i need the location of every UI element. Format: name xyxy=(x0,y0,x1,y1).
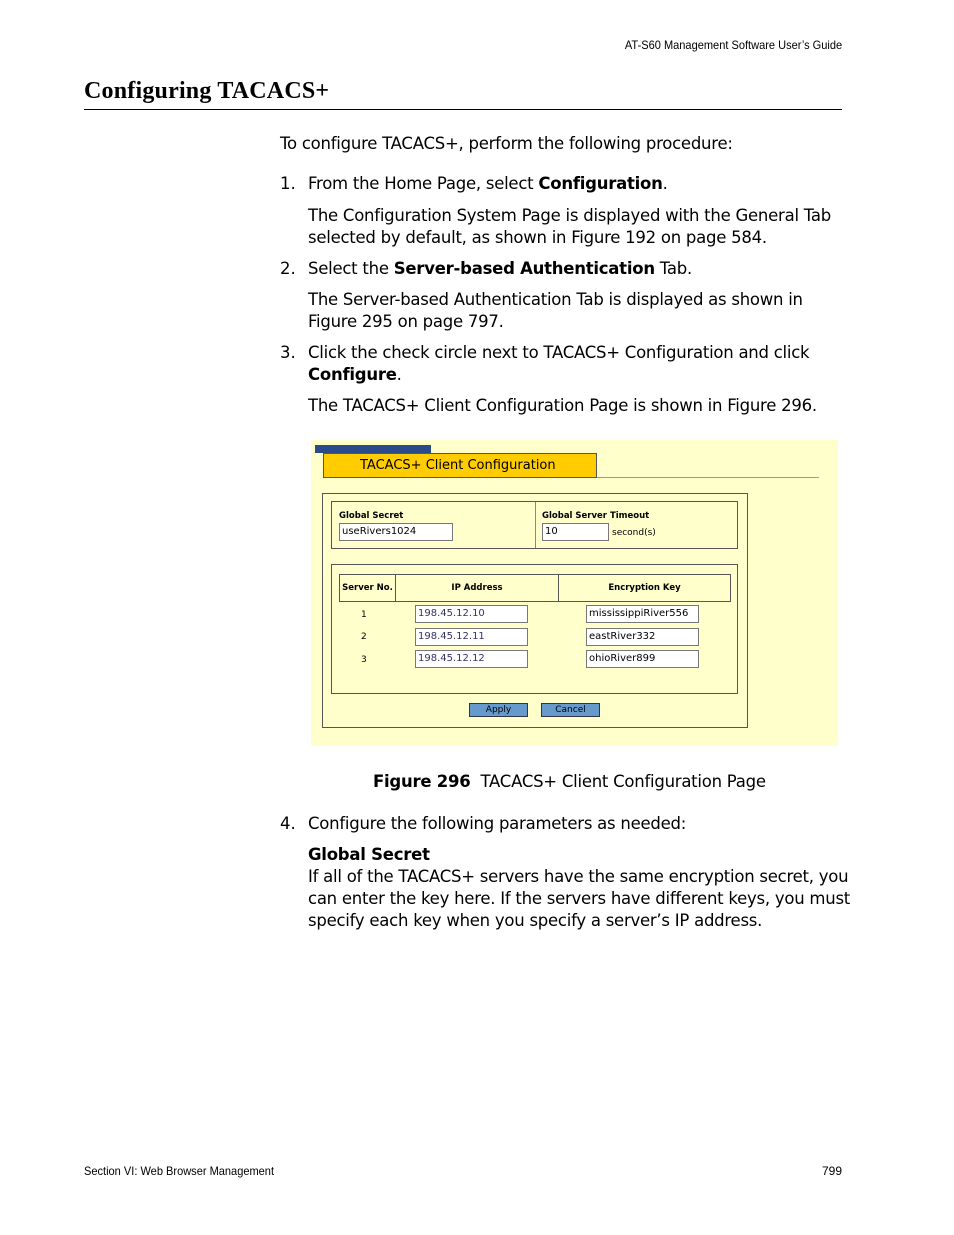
cancel-button[interactable]: Cancel xyxy=(541,703,600,717)
intro-text: To configure TACACS+, perform the following procedure: xyxy=(280,134,733,153)
server-1-ip-input[interactable]: 198.45.12.10 xyxy=(415,605,528,623)
step-1-detail-line1: The Configuration System Page is displayed with the General Tab xyxy=(308,206,831,225)
step-2-detail-line2: Figure 295 on page 797. xyxy=(308,312,504,331)
apply-button[interactable]: Apply xyxy=(469,703,528,717)
step-1-bold: Configuration xyxy=(538,174,663,193)
tab-tacacs-client-configuration[interactable]: TACACS+ Client Configuration xyxy=(323,453,597,478)
server-1-key-input[interactable]: mississippiRiver556 xyxy=(586,605,699,623)
column-header-encryption-key: Encryption Key xyxy=(558,574,731,602)
global-server-timeout-label: Global Server Timeout xyxy=(542,511,650,521)
global-settings-divider xyxy=(535,502,536,548)
figure-caption-text: TACACS+ Client Configuration Page xyxy=(480,772,766,791)
global-secret-label: Global Secret xyxy=(339,511,404,521)
server-3-number: 3 xyxy=(361,655,367,665)
step-2-detail-line1: The Server-based Authentication Tab is displayed as shown in xyxy=(308,290,803,309)
title-rule xyxy=(84,109,842,110)
step-2-text: Select the Server-based Authentication Tab. xyxy=(308,259,692,278)
param-desc-line2: can enter the key here. If the servers have different keys, you must xyxy=(308,889,851,908)
running-header: AT-S60 Management Software User’s Guide xyxy=(624,38,842,52)
server-2-ip-input[interactable]: 198.45.12.11 xyxy=(415,628,528,646)
tab-accent-bar xyxy=(315,445,431,453)
param-desc-line3: specify each key when you specify a server’s IP address. xyxy=(308,911,763,930)
step-3-bold: Configure xyxy=(308,365,397,384)
footer-section: Section VI: Web Browser Management xyxy=(84,1164,275,1178)
server-2-key-input[interactable]: eastRiver332 xyxy=(586,628,699,646)
server-1-number: 1 xyxy=(361,610,367,620)
step-2-number: 2. xyxy=(280,259,296,278)
server-2-number: 2 xyxy=(361,632,367,642)
column-header-ip-address: IP Address xyxy=(395,574,559,602)
server-3-key-input[interactable]: ohioRiver899 xyxy=(586,650,699,668)
step-1-text: From the Home Page, select Configuration. xyxy=(308,174,668,193)
column-header-server-no: Server No. xyxy=(339,574,396,602)
step-1-detail-line2: selected by default, as shown in Figure 192 on page 584. xyxy=(308,228,767,247)
servers-box xyxy=(331,564,738,694)
global-server-timeout-input[interactable]: 10 xyxy=(542,523,609,541)
global-settings-box xyxy=(331,501,738,549)
figure-tacacs-client-config xyxy=(311,440,838,746)
step-3-text-line1: Click the check circle next to TACACS+ Configuration and click xyxy=(308,343,810,362)
step-3-text-line2: Configure. xyxy=(308,365,402,384)
param-desc-line1: If all of the TACACS+ servers have the same encryption secret, you xyxy=(308,867,849,886)
step-1-number: 1. xyxy=(280,174,296,193)
step-3-detail: The TACACS+ Client Configuration Page is shown in Figure 296. xyxy=(308,396,817,415)
footer-page-number: 799 xyxy=(821,1164,842,1178)
step-4-text: Configure the following parameters as needed: xyxy=(308,814,687,833)
step-3-number: 3. xyxy=(280,343,296,362)
step-4-number: 4. xyxy=(280,814,296,833)
server-3-ip-input[interactable]: 198.45.12.12 xyxy=(415,650,528,668)
figure-caption xyxy=(373,772,766,791)
tab-baseline xyxy=(597,477,819,478)
param-heading: Global Secret xyxy=(308,845,430,864)
page-title: Configuring TACACS+ xyxy=(84,78,330,104)
step-2-bold: Server-based Authentication xyxy=(393,259,655,278)
global-secret-input[interactable]: useRivers1024 xyxy=(339,523,453,541)
timeout-unit-label: second(s) xyxy=(612,528,656,538)
figure-caption-label: Figure 296 xyxy=(373,772,471,791)
config-form-panel xyxy=(322,493,748,728)
